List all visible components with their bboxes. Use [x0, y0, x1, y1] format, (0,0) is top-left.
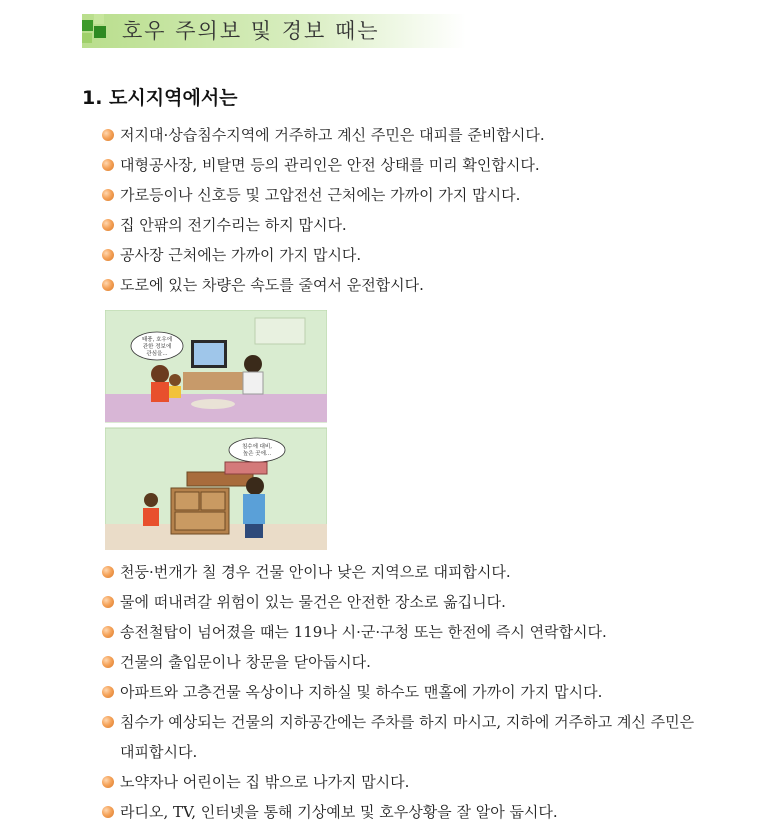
list-item: 건물의 출입문이나 창문을 닫아둡시다.	[100, 647, 700, 677]
bullet-icon	[102, 249, 114, 261]
list-item: 라디오, TV, 인터넷을 통해 기상예보 및 호우상황을 잘 알아 둡시다.	[100, 797, 700, 827]
list-item: 노약자나 어린이는 집 밖으로 나가지 맙시다.	[100, 767, 700, 797]
bullet-icon	[102, 159, 114, 171]
list-item: 집 안팎의 전기수리는 하지 맙시다.	[100, 210, 545, 240]
safety-list-bottom	[100, 557, 700, 827]
page-title: 호우 주의보 및 경보 때는	[122, 19, 380, 43]
list-item: 침수가 예상되는 건물의 지하공간에는 주차를 하지 마시고, 지하에 거주하고 계신 주민은 대피합시다.	[100, 707, 700, 767]
list-item: 아파트와 고층건물 옥상이나 지하실 및 하수도 맨홀에 가까이 가지 맙시다.	[100, 677, 700, 707]
bullet-icon	[102, 776, 114, 788]
safety-list-top	[100, 120, 545, 300]
bullet-icon	[102, 806, 114, 818]
bullet-icon	[102, 129, 114, 141]
bullet-icon	[102, 596, 114, 608]
bullet-icon	[102, 566, 114, 578]
list-item: 가로등이나 신호등 및 고압전선 근처에는 가까이 가지 맙시다.	[100, 180, 545, 210]
list-item: 물에 떠내려갈 위험이 있는 물건은 안전한 장소로 옮깁니다.	[100, 587, 700, 617]
top-bubble-line: 관심을...	[146, 351, 168, 357]
list-item: 저지대·상습침수지역에 거주하고 계신 주민은 대피를 준비합시다.	[100, 120, 545, 150]
bullet-icon	[102, 279, 114, 291]
tv-watching-panel	[105, 310, 327, 422]
section-heading: 1. 도시지역에서는	[82, 87, 238, 109]
bullet-icon	[102, 189, 114, 201]
bullet-icon	[102, 716, 114, 728]
list-item: 천둥·번개가 칠 경우 건물 안이나 낮은 지역으로 대피합시다.	[100, 557, 700, 587]
bottom-bubble-line: 높은 곳에...	[242, 451, 272, 457]
top-bubble-line: 태풍, 호우에	[141, 337, 173, 343]
bullet-icon	[102, 656, 114, 668]
bottom-bubble-line: 침수에 대비,	[241, 444, 273, 450]
list-item: 공사장 근처에는 가까이 가지 맙시다.	[100, 240, 545, 270]
bullet-icon	[102, 626, 114, 638]
bullet-icon	[102, 219, 114, 231]
furniture-moving-panel	[105, 428, 327, 550]
list-item: 대형공사장, 비탈면 등의 관리인은 안전 상태를 미리 확인합시다.	[100, 150, 545, 180]
list-item: 도로에 있는 차량은 속도를 줄여서 운전합시다.	[100, 270, 545, 300]
bullet-icon	[102, 686, 114, 698]
list-item: 송전철탑이 넘어졌을 때는 119나 시·군·구청 또는 한전에 즉시 연락합시다.	[100, 617, 700, 647]
title-squares-icon	[82, 14, 108, 48]
top-bubble-line: 관한 정보에	[142, 344, 172, 350]
safety-illustration	[105, 310, 327, 550]
